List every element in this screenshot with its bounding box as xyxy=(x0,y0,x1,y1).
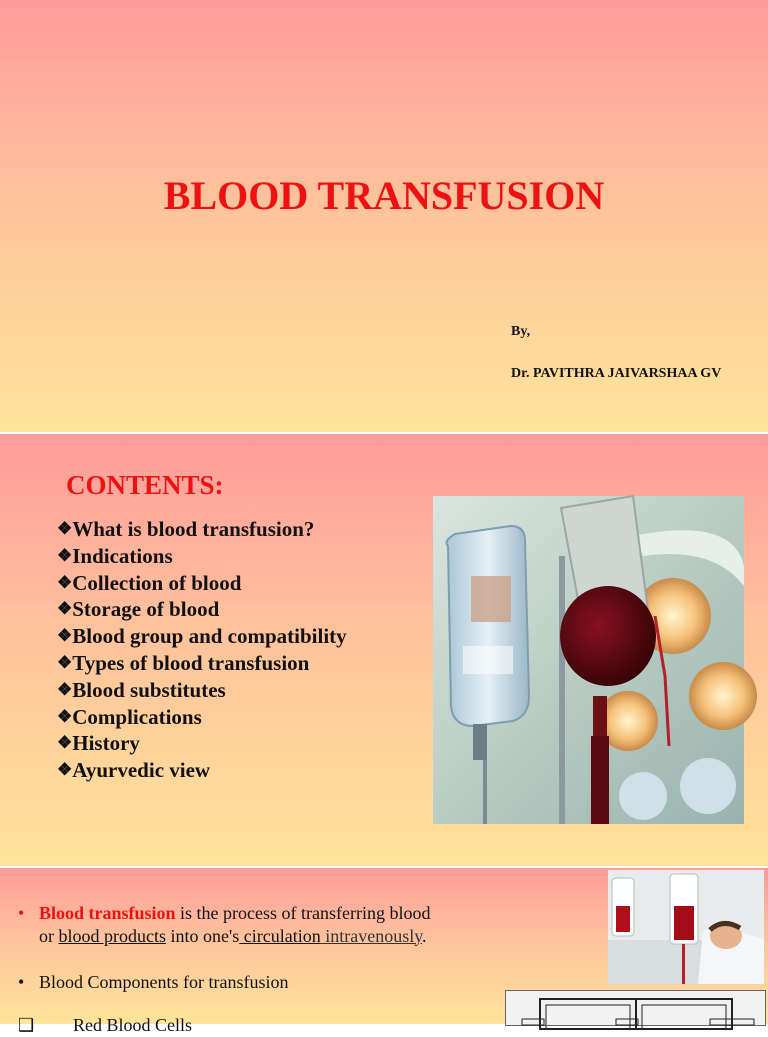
diamond-bullet-icon: ❖ xyxy=(57,626,73,646)
rbc-paragraph xyxy=(18,1014,192,1037)
list-item-label: Ayurvedic view xyxy=(72,758,211,783)
patient-transfusion-photo xyxy=(608,870,764,984)
by-label: By, xyxy=(511,324,531,339)
list-item-label: History xyxy=(72,731,140,756)
author-name: Dr. PAVITHRA JAIVARSHAA GV xyxy=(511,366,722,381)
contents-heading: CONTENTS: xyxy=(66,470,224,500)
list-item-label: Complications xyxy=(72,704,202,729)
list-item xyxy=(57,757,347,784)
diamond-bullet-icon: ❖ xyxy=(57,545,73,565)
patient-illustration xyxy=(608,870,764,984)
list-item-label: Collection of blood xyxy=(72,570,242,595)
list-item-label: Indications xyxy=(72,543,173,568)
list-item xyxy=(57,677,347,704)
bullet-icon: • xyxy=(18,972,25,992)
list-item xyxy=(57,650,347,677)
list-item xyxy=(57,543,347,570)
list-item-label: What is blood transfusion? xyxy=(72,517,315,541)
list-item xyxy=(57,623,347,650)
components-paragraph xyxy=(18,971,289,994)
title-slide xyxy=(0,0,768,432)
list-item xyxy=(57,704,347,731)
diamond-bullet-icon: ❖ xyxy=(57,599,73,619)
iv-bags-illustration xyxy=(433,496,744,824)
diamond-bullet-icon: ❖ xyxy=(57,760,73,780)
diamond-bullet-icon: ❖ xyxy=(57,679,73,699)
list-item xyxy=(57,596,347,623)
bullet-icon: • xyxy=(18,903,25,923)
definition-text: is the process of transferring blood xyxy=(175,903,431,923)
diamond-bullet-icon: ❖ xyxy=(57,733,73,753)
list-item-label: Blood substitutes xyxy=(72,677,226,702)
definition-paragraph xyxy=(18,902,430,947)
definition-slide xyxy=(0,868,768,1035)
contents-list xyxy=(57,516,347,784)
diamond-bullet-icon: ❖ xyxy=(57,652,73,672)
checkbox-bullet-icon: ❑ xyxy=(18,1015,35,1035)
diamond-bullet-icon: ❖ xyxy=(57,572,73,592)
definition-text: . xyxy=(422,925,427,946)
term-highlight: Blood transfusion xyxy=(39,903,176,923)
component-diagram-thumbnail xyxy=(505,990,766,1026)
diagram-illustration xyxy=(506,991,765,1025)
list-item xyxy=(57,516,347,543)
list-item-label: Storage of blood xyxy=(72,597,220,622)
list-item xyxy=(57,570,347,597)
list-item-label: Types of blood transfusion xyxy=(72,650,310,675)
definition-text: or xyxy=(39,925,59,946)
circulation-link[interactable]: circulation xyxy=(239,925,321,946)
intravenously-link[interactable]: intravenously xyxy=(320,925,423,946)
list-item-label: Blood group and compatibility xyxy=(72,624,347,649)
rbc-text: Red Blood Cells xyxy=(73,1015,193,1035)
blood-products-link[interactable]: blood products xyxy=(58,925,166,946)
diamond-bullet-icon: ❖ xyxy=(57,519,73,538)
diamond-bullet-icon: ❖ xyxy=(57,706,73,726)
iv-bags-photo xyxy=(433,496,744,824)
contents-slide xyxy=(0,434,768,866)
definition-text: into one's xyxy=(166,925,240,946)
components-text: Blood Components for transfusion xyxy=(39,972,289,992)
slide-title: BLOOD TRANSFUSION xyxy=(163,173,605,218)
list-item xyxy=(57,730,347,757)
